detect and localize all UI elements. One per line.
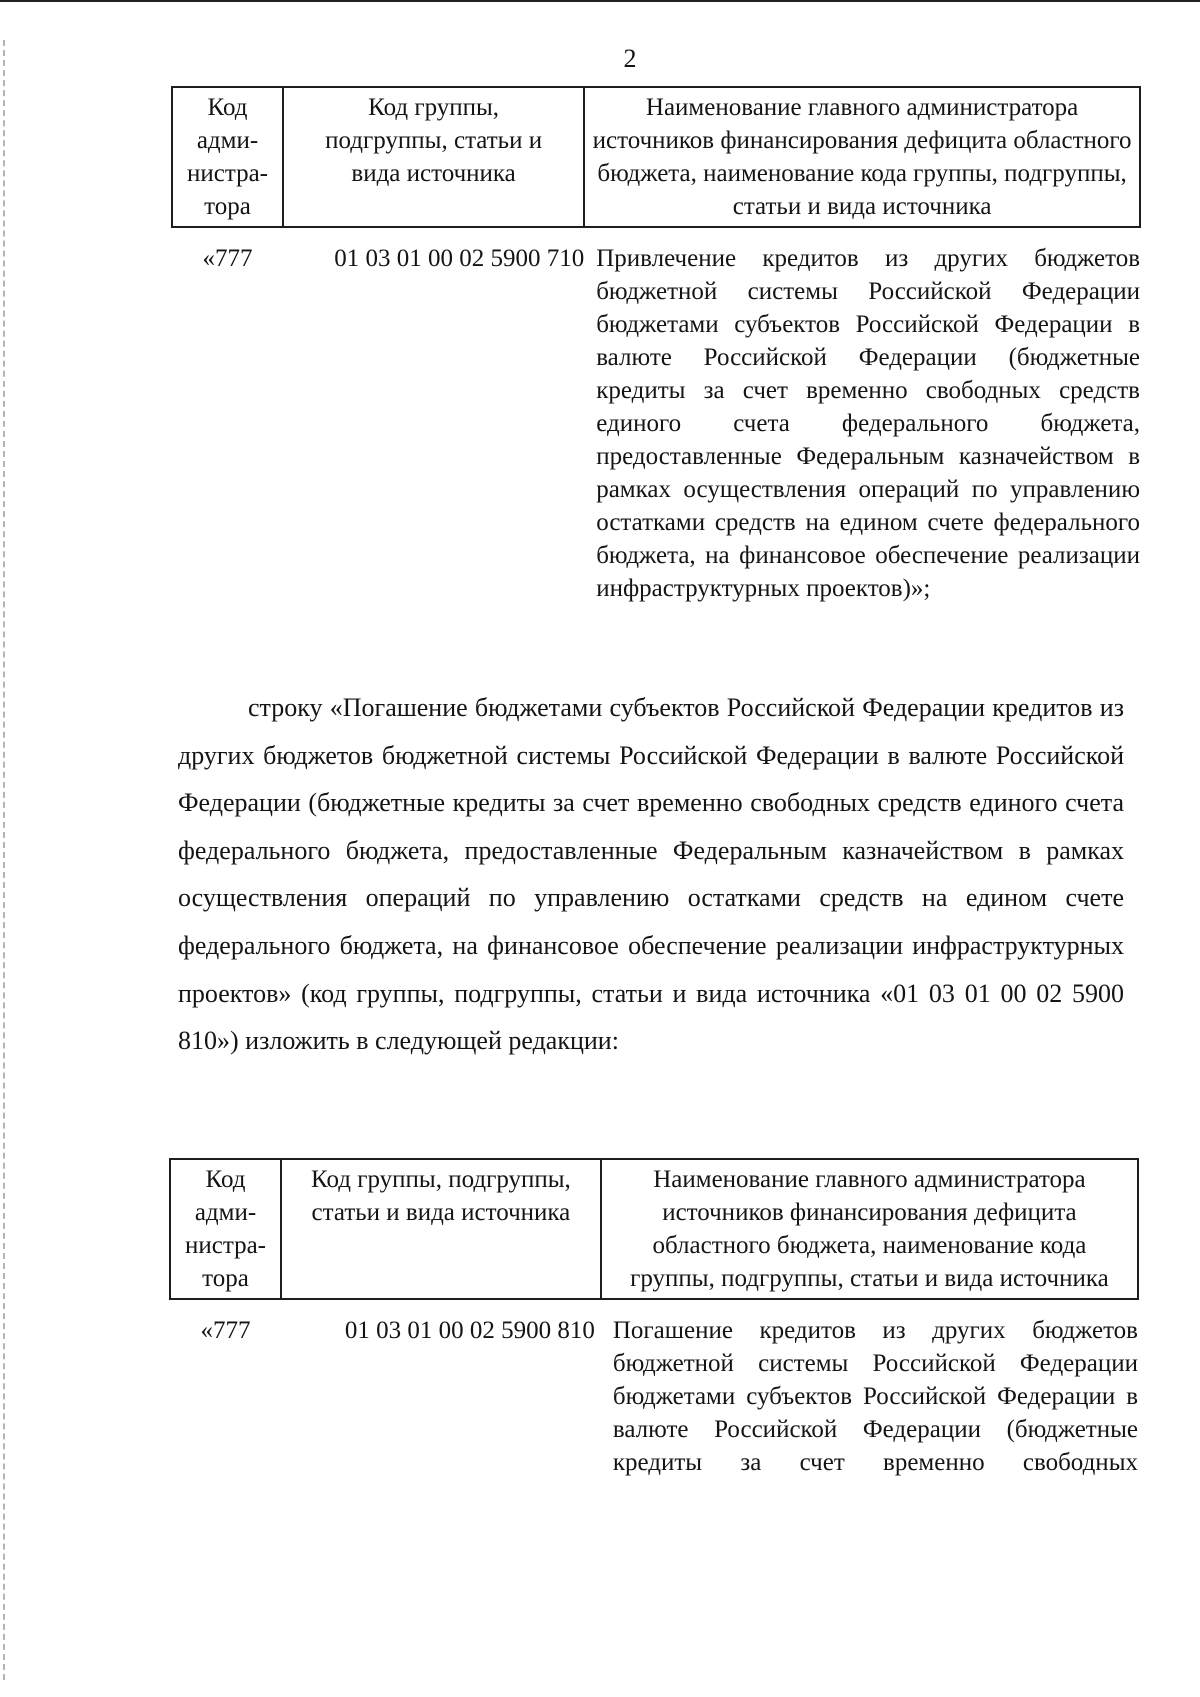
header-group-code: Код группы, подгруппы, статьи и вида источника bbox=[281, 1159, 601, 1299]
table-row bbox=[172, 227, 1140, 605]
table-row bbox=[170, 1299, 1138, 1479]
row-source-name: Погашение кредитов из других бюджетов бюджетной системы Российской Федерации бюджетами субъектов Российской Федерации в валюте Российской Федерации (бюджетные кредиты за счет временно свободных bbox=[612, 1317, 1138, 1476]
amendment-paragraph: строку «Погашение бюджетами субъектов Российской Федерации кредитов из других бюджетов бюджетной системы Российской Федерации в валюте Российской Федерации (бюджетные кредиты за счет временно свободных средств единого счета федерального бюджета, предоставленные Федеральным казначейством в рамках осуществления операций по управлению остатками средств на едином счете федерального бюджета, на финансовое обеспечение реализации инфраструктурных проектов» (код группы, подгруппы, статьи и вида источника «01 03 01 00 02 5900 810») изложить в следующей редакции: bbox=[178, 693, 1124, 1056]
row-source-name: Привлечение кредитов из других бюджетов бюджетной системы Российской Федерации бюджетами субъектов Российской Федерации в валюте Российской Федерации (бюджетные кредиты за счет временно свободных средств единого счета федерального бюджета, предоставленные Федеральным казначейством в рамках осуществления операций по управлению остатками средств на едином счете федерального бюджета, на финансовое обеспечение реализации инфраструктурных проектов)»; bbox=[596, 245, 1140, 602]
row-admin-code: «777 bbox=[200, 1317, 251, 1344]
table-header-row bbox=[172, 87, 1140, 227]
row-admin-code: «777 bbox=[202, 245, 253, 272]
page-number: 2 bbox=[623, 44, 637, 73]
header-group-code: Код группы, подгруппы, статьи и вида источника bbox=[283, 87, 584, 227]
header-administrator-name: Наименование главного администратора источников финансирования дефицита областного бюджета, наименование кода группы, подгруппы, статьи и вида источника bbox=[584, 87, 1140, 227]
header-administrator-name: Наименование главного администратора источников финансирования дефицита областного бюджета, наименование кода группы, подгруппы, статьи и вида источника bbox=[601, 1159, 1138, 1299]
source-code-table-2 bbox=[169, 1158, 1139, 1479]
header-admin-code: Код адми-нистра-тора bbox=[170, 1159, 281, 1299]
source-code-table-1 bbox=[171, 86, 1141, 605]
scan-left-edge bbox=[3, 40, 7, 1680]
row-group-code: 01 03 01 00 02 5900 810 bbox=[344, 1317, 595, 1344]
scan-top-border bbox=[0, 0, 1200, 2]
table-header-row bbox=[170, 1159, 1138, 1299]
header-admin-code: Код адми-нистра-тора bbox=[172, 87, 283, 227]
row-group-code: 01 03 01 00 02 5900 710 bbox=[334, 245, 585, 272]
